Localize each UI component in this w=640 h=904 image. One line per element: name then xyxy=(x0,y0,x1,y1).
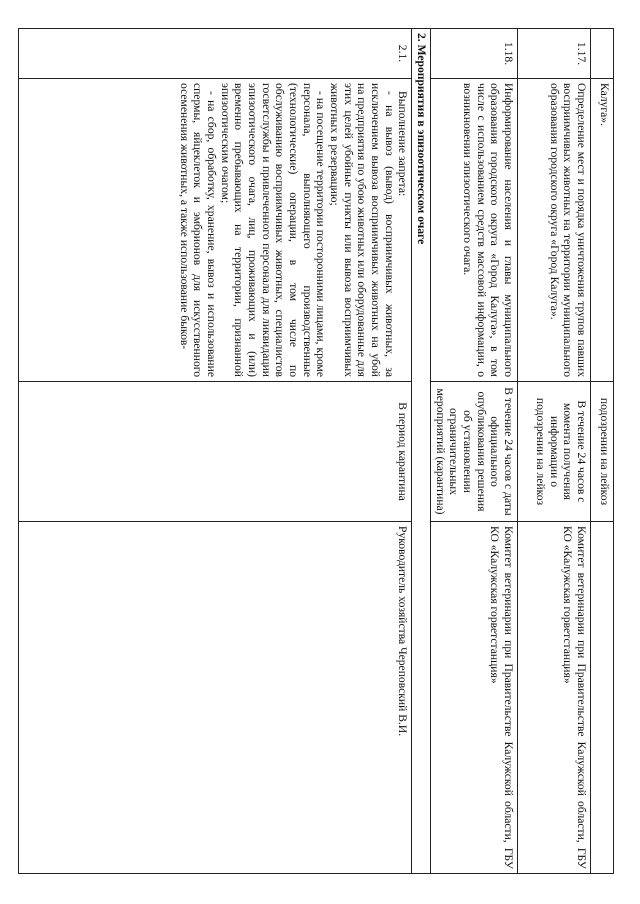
section-header-row xyxy=(412,29,431,874)
cell-responsible: Руководитель хозяйства Череповский В.И. xyxy=(19,522,412,874)
cell-number: 2.1. xyxy=(19,29,412,79)
cell-responsible: Комитет ветеринарии при Правительстве Калужской области, ГБУ КО «Калужская горветстанция» xyxy=(430,522,517,874)
cell-task: Определение мест и порядка уничтожения трупов павших восприимчивых животных на территории муниципального образования городского округа «Город Калуга». xyxy=(518,79,591,382)
section-2-title: 2. Мероприятия в эпизоотическом очаге xyxy=(412,29,431,874)
cell-task xyxy=(19,79,412,382)
cell-deadline: подозрении на лейкоз xyxy=(591,382,614,522)
cell-deadline: В течение 24 часов с даты официального опубликования решения об установлении ограничительных мероприятий (карантина) xyxy=(430,382,517,522)
table-row-2-1 xyxy=(19,29,412,874)
cell-responsible: Комитет ветеринарии при Правительстве Калужской области, ГБУ КО «Калужская горветстанция» xyxy=(518,522,591,874)
cell-number: 1.17. xyxy=(518,29,591,79)
task-title: Выполнение запрета: xyxy=(396,91,410,197)
cell-task: Калуга». xyxy=(591,79,614,382)
task-item: - на посещение территории посторонними лицами, кроме персонала, выполняющего производственные (технологические) операции, в том числе по обслуживанию восприимчивых животных, специалистов госветслужбы и привлеченного персонала для ликвидации эпизоотического очага, лиц, проживающих и (или) временно пребывающих на территории, признанной эпизоотическим очагом; xyxy=(218,83,328,377)
table-row-1-18 xyxy=(430,29,517,874)
cell-number: 1.18. xyxy=(430,29,517,79)
cell-number xyxy=(591,29,614,79)
cell-deadline: В период карантина xyxy=(19,382,412,522)
task-item: - на сбор, обработку, хранение, вывоз и использование спермы, яйцеклеток и эмбрионов для искусственного осеменения животных, а также использование быков- xyxy=(177,83,218,377)
table-row-1-17 xyxy=(518,29,591,874)
table-row-continuation xyxy=(591,29,614,874)
cell-deadline: В течение 24 часов с момента получения информации о подозрении на лейкоз xyxy=(518,382,591,522)
cell-task: Информирование населения и главы муниципального образования городского округа «Город Калуга», в том числе с использованием средств массовой информации, о возникновении эпизоотического очага. xyxy=(430,79,517,382)
measures-table xyxy=(18,28,614,874)
task-item: - на вывоз (вывод) восприимчивых животных, за исключением вывоза восприимчивых животных на убой на предприятия по убою животных или оборудованные для этих целей убойные пункты или вывоза восприимчивых животных в резервацию; xyxy=(327,83,396,377)
cell-responsible xyxy=(591,522,614,874)
